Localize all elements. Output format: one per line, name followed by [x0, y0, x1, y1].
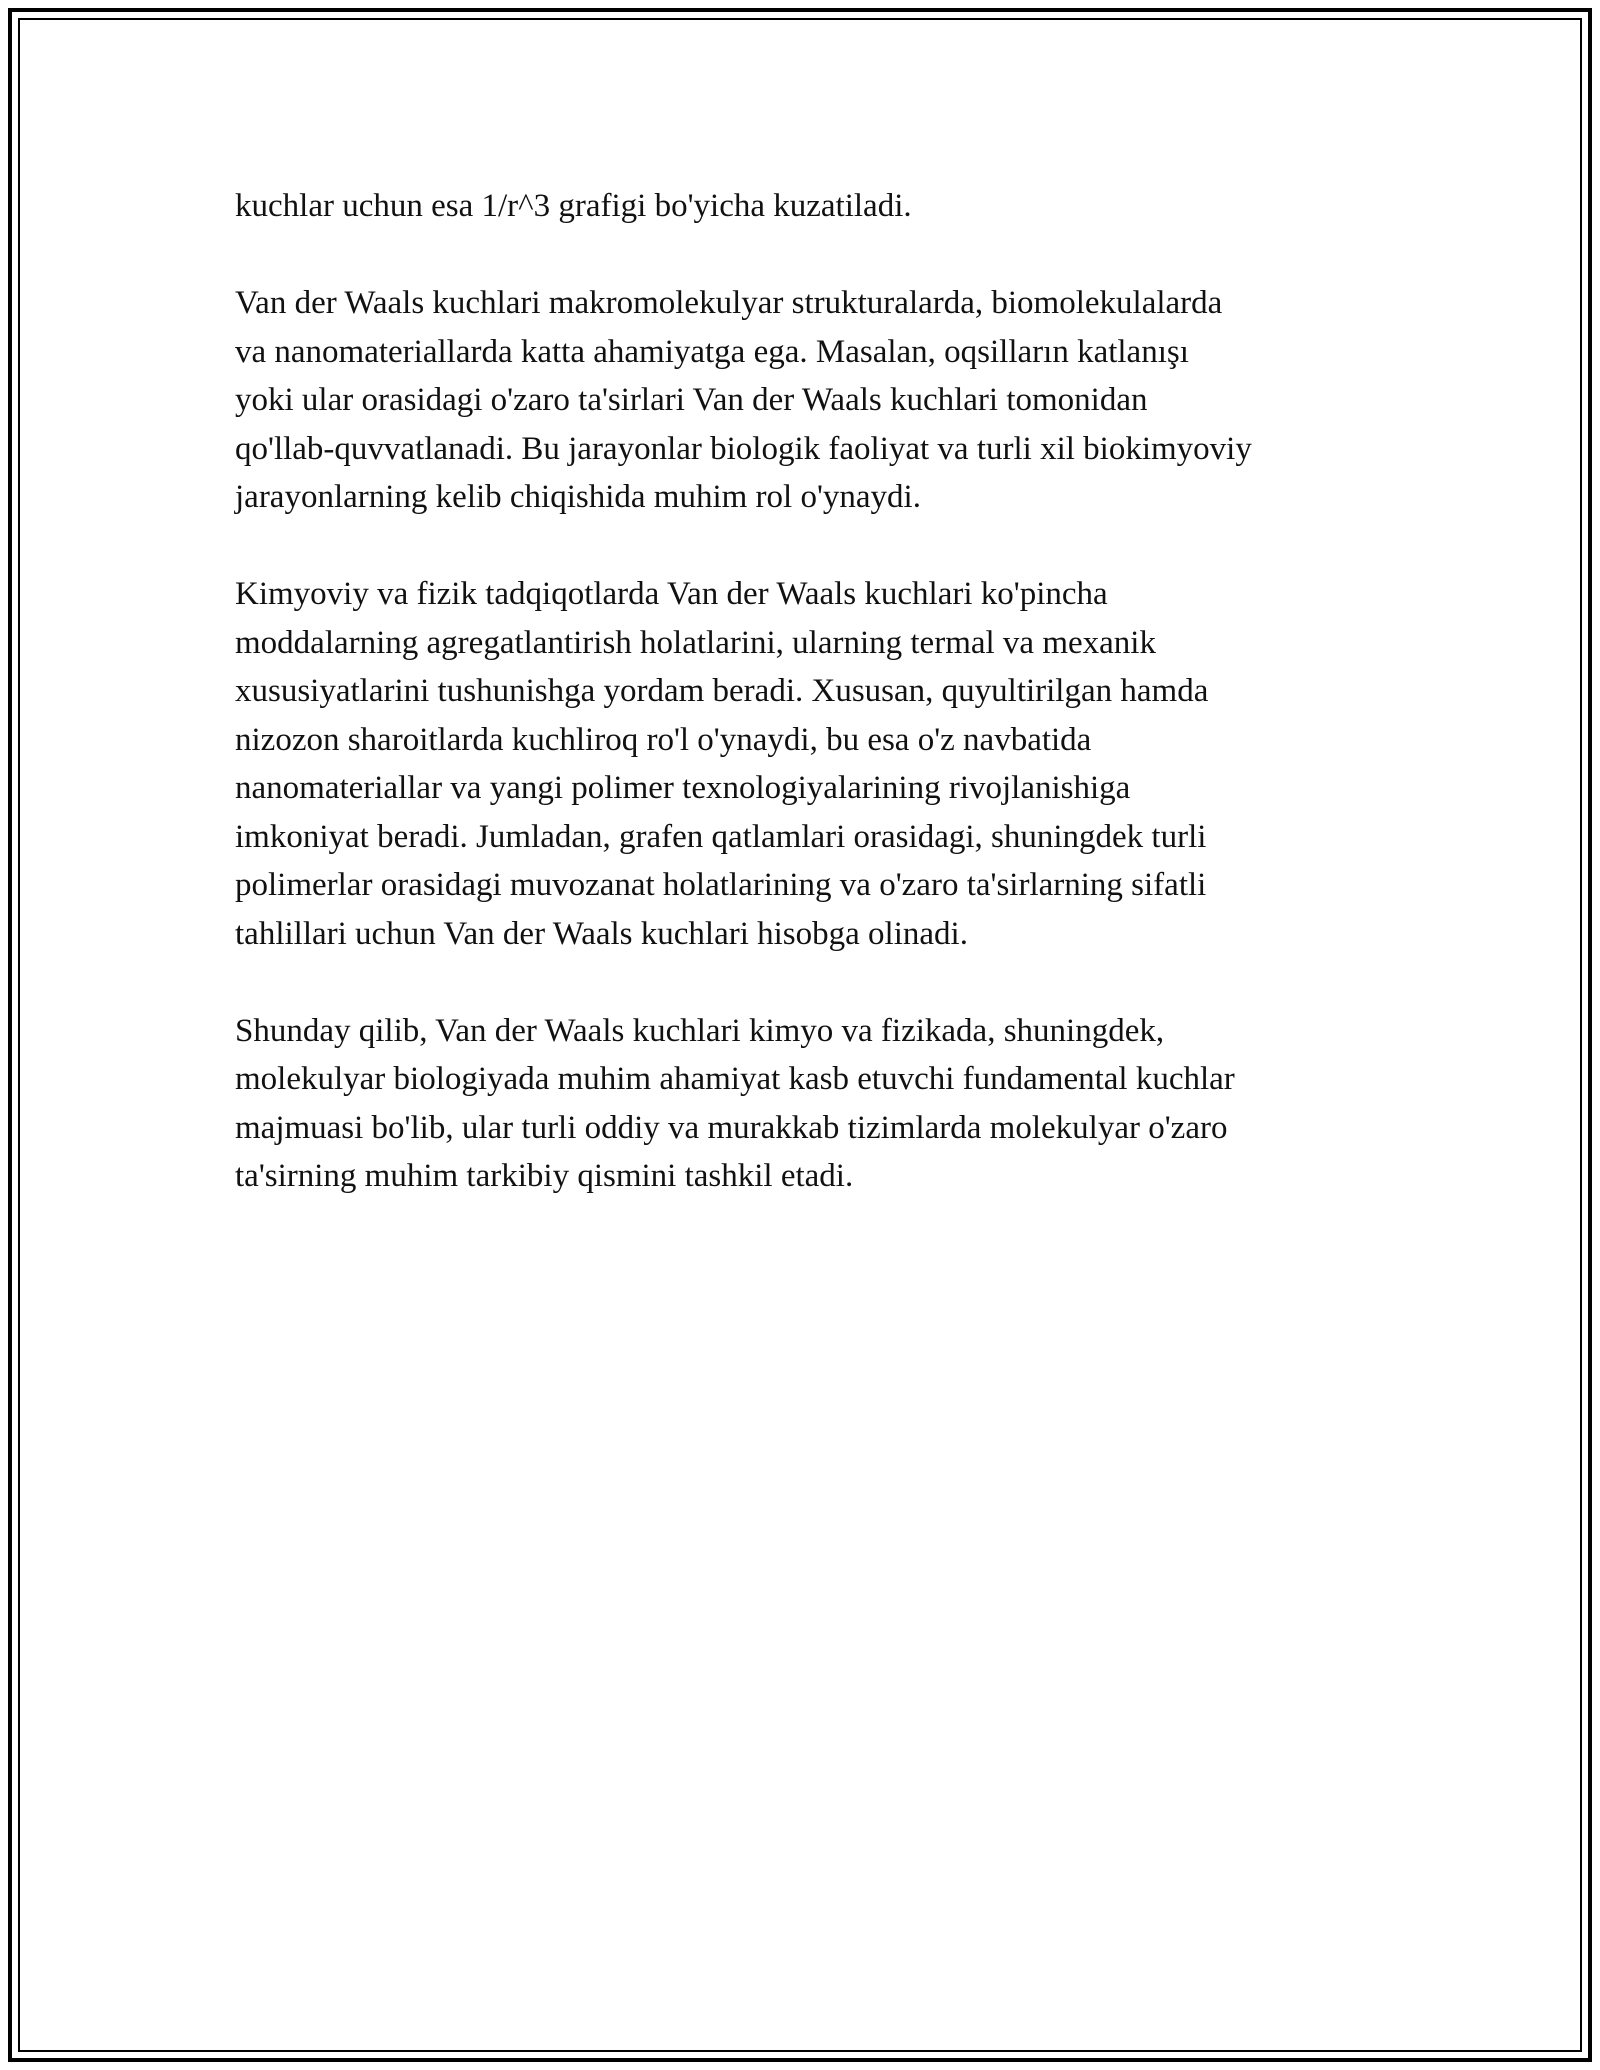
- text-line: Kimyoviy va fizik tadqiqotlarda Van der Waals kuchlari ko'pincha: [235, 576, 1108, 612]
- text-line: va nanomateriallarda katta ahamiyatga ega. Masalan, oqsilların katlanışı: [235, 333, 1189, 370]
- text-line: polimerlar orasidagi muvozanat holatlarining va o'zaro ta'sirlarning sifatli: [235, 867, 1207, 903]
- text-line: molekulyar biologiyada muhim ahamiyat kasb etuvchi fundamental kuchlar: [235, 1061, 1235, 1097]
- text-line: xususiyatlarini tushunishga yordam beradi. Xususan, quyultirilgan hamda: [235, 673, 1209, 709]
- text-line: majmuasi bo'lib, ular turli oddiy va murakkab tizimlarda molekulyar o'zaro: [235, 1109, 1228, 1146]
- text-line: Shunday qilib, Van der Waals kuchlari kimyo va fizikada, shuningdek,: [235, 1012, 1165, 1049]
- text-line: nizozon sharoitlarda kuchliroq ro'l o'ynaydi, bu esa o'z navbatida: [235, 721, 1092, 758]
- text-line: yoki ular orasidagi o'zaro ta'sirlari Van der Waals kuchlari tomonidan: [235, 382, 1148, 418]
- paragraph-continuation: [235, 182, 1385, 231]
- text-line: imkoniyat beradi. Jumladan, grafen qatlamlari orasidagi, shuningdek turli: [235, 818, 1207, 855]
- text-line: Van der Waals kuchlari makromolekulyar strukturalarda, biomolekulalarda: [235, 285, 1223, 321]
- text-line: jarayonlarning kelib chiqishida muhim rol o'ynaydi.: [235, 479, 921, 515]
- text-line: nanomateriallar va yangi polimer texnologiyalarining rivojlanishiga: [235, 770, 1131, 806]
- text-line: ta'sirning muhim tarkibiy qismini tashkil etadi.: [235, 1158, 854, 1194]
- text-line: tahlillari uchun Van der Waals kuchlari hisobga olinadi.: [235, 915, 968, 952]
- paragraph-conclusion: [235, 1007, 1385, 1201]
- paragraph-macromolecular: [235, 279, 1385, 522]
- text-line: kuchlar uchun esa 1/r^3 grafigi bo'yicha kuzatiladi.: [235, 188, 912, 224]
- paragraph-research: [235, 570, 1385, 958]
- text-line: moddalarning agregatlantirish holatlarini, ularning termal va mexanik: [235, 624, 1156, 661]
- document-body: [235, 182, 1385, 1249]
- text-line: qo'llab-quvvatlanadi. Bu jarayonlar biologik faoliyat va turli xil biokimyoviy: [235, 430, 1252, 467]
